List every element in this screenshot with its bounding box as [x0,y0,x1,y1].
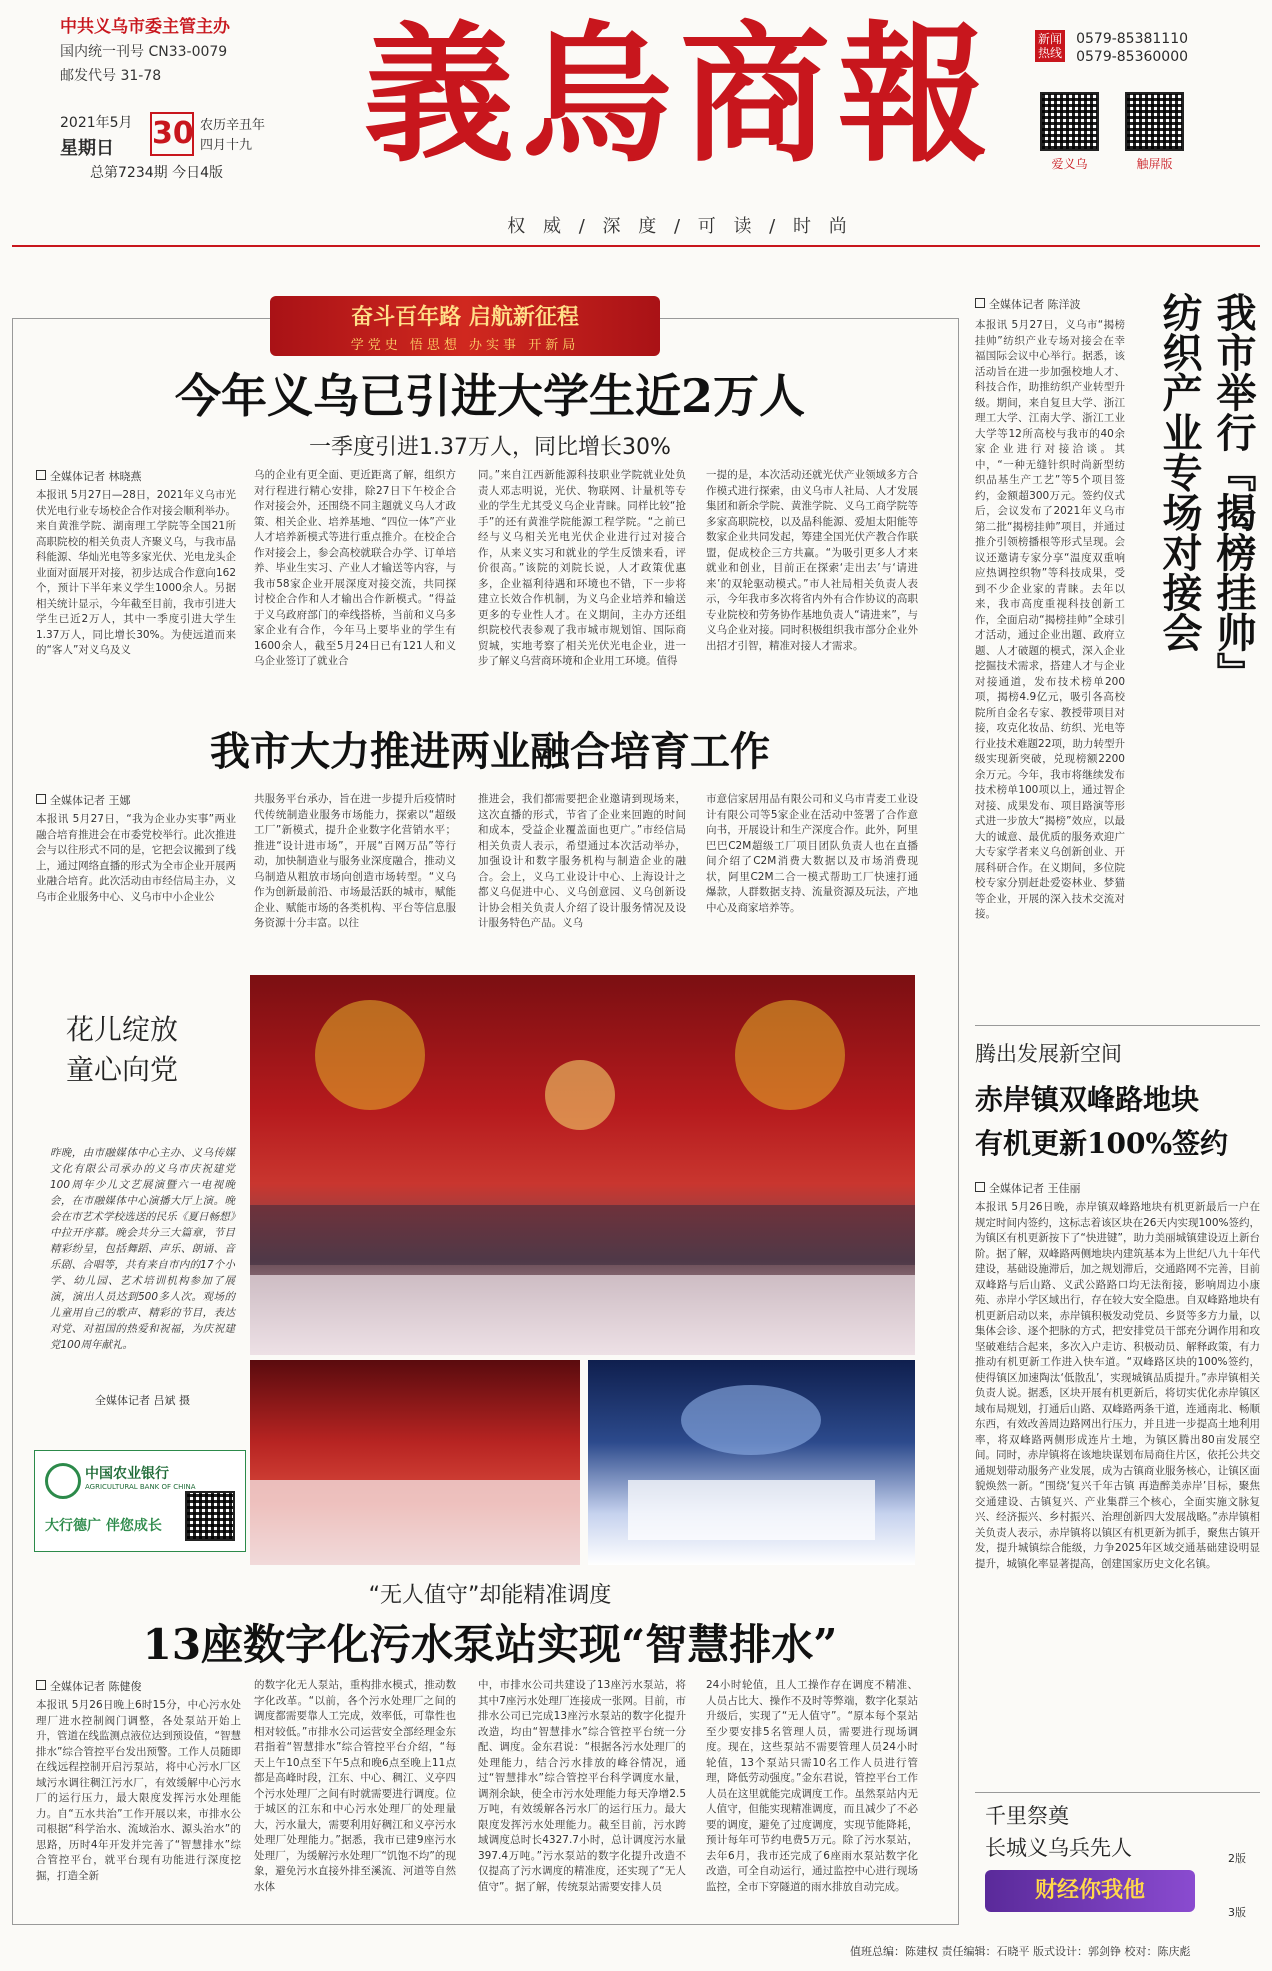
article2-byline [36,792,131,808]
emblem-right [735,1000,845,1110]
audience-rows [250,1205,915,1265]
qr-code-icon[interactable] [1040,92,1099,151]
footer-credits [850,1943,1270,1959]
teaser-1[interactable] [985,1800,1132,1864]
slogan: 权 威 / 深 度 / 可 读 / 时 尚 [507,216,853,237]
hotline-number-1: 0579-85381110 [1076,31,1189,47]
bank-name-en: AGRICULTURAL BANK OF CHINA [85,1483,196,1491]
side2-headline-line1: 赤岸镇双峰路地块 [975,1083,1200,1116]
footer-editor: 值班总编：陈建权 [850,1945,938,1958]
theme-banner [270,296,660,356]
article1-col4: 一提的是，本次活动还就光伏产业领域多方合作模式进行探索，由义乌市人社局、人才发展集团和新余学院、黄淮学院、义乌工商学院等多家高职院校，以及晶科能源、爱旭太阳能等数家企业共同发起，筹建全国光伏产教合作联盟，促成校企三方共赢。“为吸引更多人才来就业和创业，目前正在探索‘走出去’与‘请进来’的双轮驱动模式。”市人社局相关负责人表示，今年我市多次将省内外有合作协议的高职专业院校和劳务协作基地负责人“请进来”，与义乌企业对接。同时积极组织我市部分企业外出招才引智，精准对接人才需求。 [706,469,918,652]
footer-proof: 校对：陈庆彪 [1124,1945,1191,1958]
stage-light [681,1385,821,1455]
side1-byline [975,296,1081,312]
square-icon [975,1182,985,1192]
article2-col4: 市意信家居用品有限公司和义乌市青麦工业设计有限公司等5家企业在活动中签署了合作意向书，开展设计和生产深度合作。此外，阿里巴巴C2M超级工厂项目团队负责人也在直播间介绍了C2M消费大数据以及市场消费现状，阿里C2M二合一模式帮助工厂快速打通爆款，人群数据支持、流量资源及玩法，产地中心及商家培养等。 [706,793,918,914]
cn-number: 国内统一刊号 CN33-0079 [60,44,228,60]
emblem-center [545,1060,615,1130]
article3-headline: 13座数字化污水泵站实现“智慧排水” [142,1620,838,1669]
photo-title-line2: 童心向党 [66,1053,179,1086]
article1-subhead: 一季度引进1.37万人，同比增长30% [309,435,671,460]
stage-photo-main [250,975,915,1355]
article1-col1: 本报讯 5月27日—28日，2021年义乌市光伏光电行业专场校企合作对接会顺利举办。来自黄淮学院、湖南理工学院等全国21所高职院校的相关负责人齐聚义乌，与我市晶科能源、华灿光电等多家光伏、光电龙头企业面对面展开对接，初步达成合作意向162个，预计下半年来义学生1000余人。另据相关统计显示，今年截至目前，我市引进大学生已近2万人，其中一季度引进大学生1.37万人，同比增长30%。为使远道而来的“客人”对义乌及义 [36,489,236,656]
article2-col1: 本报讯 5月27日，“我为企业办实事”两业融合培育推进会在市委党校举行。此次推进会与以往形式不同的是，它把会议搬到了线上，通过网络直播的形式为全市企业开展两业融合培育。此次活动由市经信局主办，义乌市企业服务中心、义乌市中小企业公 [36,813,236,903]
photo-caption: 昨晚，由市融媒体中心主办、义乌传媒文化有限公司承办的义乌市庆祝建党100周年少儿文艺展演暨六一电视晚会，在市融媒体中心演播大厅上演。晚会在市艺术学校选送的民乐《夏日畅想》中拉开序幕。晚会共分三大篇章，节目精彩纷呈，包括舞蹈、声乐、朗诵、音乐剧、合唱等，共有来自市内的17个小学、幼儿园、艺术培训机构参加了展演，演出人员达到500多人次。观场的儿童用自己的歌声、精彩的节目，表达对党、对祖国的热爱和祝福，为庆祝建党100周年献礼。 [50,1147,235,1351]
banner-title: 奋斗百年路 启航新征程 [351,305,579,330]
qr-block-1 [1040,92,1099,172]
teaser-divider [975,1792,1260,1793]
article2-col3: 推进会，我们都需要把企业邀请到现场来，这次直播的形式，节省了企业来回跑的时间和成本，受益企业覆盖面也更广。”市经信局相关负责人表示，希望通过本次活动举办，加强设计和数字服务机构与制造企业的融合。会上，义乌工业设计中心、上海设计之都义乌促进中心、义乌创意园、义乌创新设计协会相关负责人介绍了设计服务情况及设计服务特色产品。义乌 [478,793,686,929]
bank-ad[interactable] [34,1450,246,1552]
choir-illustration [250,1360,580,1565]
teaser-1-line2: 长城义乌兵先人 [985,1836,1132,1860]
article1-col3: 同。”来自江西新能源科技职业学院就业处负责人邓志明说，光伏、物联网、计量机等专业的学生尤其受义乌企业青睐。同样比较“抢手”的还有黄淮学院能源工程学院。“之前已经与义乌相关光电光伏企业进行过对接合作，从来义实习和就业的学生反馈来看，评价很高。”该院的刘院长说，人才政策优惠多，企业福利待遇和环境也不错，下一步将建立长效合作机制，为义乌企业培养和输送更多的专业性人才。在义期间，主办方还组织院校代表参观了我市城市规划馆、国际商贸城，实地考察了相关光伏光电企业，进一步了解义乌营商环境和企业用工环境。值得 [478,469,686,667]
article3-col1: 本报讯 5月26日晚上6时15分，中心污水处理厂进水控制阀门调整，各处泵站开始上升，管道在线监测点液位达到预设值，“智慧排水”综合管控平台发出预警。工作人员随即在线远程控制开启污泵站，将中心污水厂区域污水调往稠江污水厂，有效缓解中心污水厂的运行压力，最大限度发挥污水处理能力。自“五水共治”工作开展以来，市排水公司根据“科学治水、流域治水、源头治水”的思路，历时4年开发并完善了“智慧排水”综合管控平台，就平台现有功能进行深度挖掘，打造全新 [36,1699,241,1882]
side2-col: 本报讯 5月26日晚，赤岸镇双峰路地块有机更新最后一户在规定时间内签约，这标志着该区块在26天内实现100%签约，为镇区有机更新按下了“快进键”，助力美丽城镇建设迈上新台阶。据了解，双峰路两侧地块内建筑基本为上世纪八九十年代建设，基础设施滞后，加之规划滞后，交通路网不完善，目前双峰路与后山路、义武公路路口均无法衔接，影响周边小康苑、赤岸小学区域出行，存在较大安全隐患。自双峰路地块有机更新启动以来，赤岸镇积极发动党员、乡贤等多方力量，以集体会诊、逐个把脉的方式，把安排党员干部充分调作用和攻坚破难结合起来，多次入户走访、积极动员、解释政策，有力推动有机更新工作进入快车道。“双峰路区块的100%签约，使得镇区加速陶汰‘低散乱’，实现城镇品质提升。”赤岸镇相关负责人说。据悉，区块开展有机更新后，将切实优化赤岸镇区域布局规划，打通后山路、双峰路两条干道，连通南北、畅顺东西，有效改善周边路网出行压力，并且进一步提高土地利用率，将双峰路两侧形成连片土地，为镇区腾出80亩发展空间。同时，赤岸镇将在该地块谋划布局商住片区，依托公共交通规划带动服务产业发展，成为古镇商业服务核心，让镇区面貌焕然一新。“围绕‘复兴千年古镇 再造醉美赤岸’目标，聚焦交通建设、古镇复兴、产业集群三个核心，全面实施文脉复兴、经济振兴、乡村振兴、治理创新四大发展战略。”赤岸镇相关负责人表示，赤岸镇将以镇区有机更新为抓手，聚焦古镇开发，提升城镇综合能级，力争2025年区域交通基础建设明显提升，城镇化率显著提高，创建国家历史文化名镇。 [975,1201,1260,1570]
choir-rows [250,1480,580,1565]
article3-byline [36,1678,142,1694]
article3-col2: 的数字化无人泵站，重构排水模式，推动数字化改革。“以前，各个污水处理厂之间的调度都需要靠人工完成，效率低，可靠性也相对较低。”市排水公司运营安全部经理金东君指着“智慧排水”综合管控平台介绍，“每天上午10点至下午5点和晚6点至晚上11点都是高峰时段，江东、中心、稠江、义亭四个污水处理厂之间有时就需要进行调度。位于城区的江东和中心污水处理厂的处理量大，污水量大，需要利用好稠江和义亭污水处理厂处理能力。”据悉，我市已建9座污水处理厂，为缓解污水处理厂“饥饱不均”的现象，避免污水直接外排至溪流、河道等自然水体 [254,1679,456,1893]
teaser-2[interactable]: 财经你我他 [985,1870,1195,1912]
square-icon [36,794,46,804]
teaser-2-page: 3版 [1228,1906,1246,1919]
byline-text: 全媒体记者 陈洋波 [989,298,1081,311]
postal-code: 邮发代号 31-78 [60,68,162,84]
side2-kicker: 腾出发展新空间 [975,1042,1122,1066]
stage-floor [250,1275,915,1355]
article2-headline: 我市大力推进两业融合培育工作 [210,728,770,775]
weekday: 星期日 [60,138,114,159]
emblem-left [315,1000,425,1110]
hotline-label: 新闻热线 [1035,30,1065,62]
qr-code-icon[interactable] [185,1491,235,1541]
article1-byline [36,468,142,484]
article3-kicker: “无人值守”却能精准调度 [368,1583,612,1608]
bank-name: 中国农业银行 [85,1466,169,1482]
byline-text: 全媒体记者 陈健俊 [50,1680,142,1693]
qr-caption-1: 爱义乌 [1051,157,1088,171]
stage-photo-dance [588,1360,915,1565]
qr-code-icon[interactable] [1125,92,1184,151]
square-icon [36,1680,46,1690]
square-icon [975,298,985,308]
bank-slogan: 大行德广 伴您成长 [45,1518,162,1534]
teaser-1-line1: 千里祭奠 [985,1804,1069,1828]
side1-col-a: 本报讯 5月27日，义乌市“揭榜挂帅”纺织产业专场对接会在幸福国际会议中心举行。据悉，该活动旨在进一步加强校地人才、科技合作，助推纺织产业转型升级。期间，来自复旦大学、浙江理工大学、江南大学、浙江工业大学等12所高校与我市的40余家企业进行对接洽谈。其中，“一种无缝针织时尚新型纺织品基生产工艺”等5个项目签约，金额超300万元。签约仪式后，会议发布了2021年义乌市第二批“揭榜挂帅”项目，并通过推介引领榜播根等形式呈现。会议还邀请专家分享“温度双重响应热调控织物”等科技成果，受到不少企业家的青睐。去年以来，我市高度重视科技创新工作，全面启动“揭榜挂帅”全球引才活动，通过企业出题、政府立题、人才破题的模式，深入企业挖掘技术需求，搭建人才与企业对接通道，发布技术榜单200项，揭榜4.9亿元，吸引各高校院所自金名专家、教授带项目对接，攻克化妆品、纺织、光电等行业技术难题22项，助力转型升级实现新突破，兑现榜额2200余万元。今年，我市将继续发布技术榜单100项以上，通过智企对接、成果发布、项目路演等形式进一步放大“揭榜”效应，以最大的诚意、最优质的服务欢迎广大专家学者来义乌创新创业、开展科研合作。在义期间，多位院校专家分别赶赴爱姿林业、梦猫等企业，开展的深入技术交流对接。 [975,319,1125,920]
article3-col4: 24小时轮值，且人工操作存在调度不精准、人员占比大、操作不及时等弊端，数字化泵站升级后，实现了“无人值守”。“原本每个泵站至少要安排5名管理人员，需要进行现场调度。现在，这些泵站不需要管理人员24小时轮值，13个泵站只需10名工作人员进行管理，降低劳动强度。”金东君说，管控平台工作人员在这里就能完成调度工作。虽然泵站内无人值守，但能实现精准调度，而且减少了不必要的调度，避免了过度调度，实现节能降耗，预计每年可节约电费5万元。除了污水泵站，去年6月，我市还完成了6座雨水泵站数字化改造，可全自动运行，通过监控中心进行现场监控，全市下穿隧道的雨水排放自动完成。 [706,1679,918,1893]
article1-headline: 今年义乌已引进大学生近2万人 [174,369,805,423]
article1-col2: 乌的企业有更全面、更近距离了解，组织方对行程进行精心安排，除27日下午校企合作对接会外，还围绕不同主题就义乌人才政策、相关企业、培养基地、“四位一体”产业人才培养新模式等进行重点推介。在校企合作对接会上，参会高校就联合办学、订单培养、毕业生实习、产业人才输送等内容，与我市58家企业开展深度对接交流，共同探讨校企合作和人才输出合作新模式。“得益于义乌政府部门的牵线搭桥，当前和义乌多家企业有合作，今年马上要毕业的学生有1600余人，截至5月24日已有121人和义乌企业签订了就业合 [254,469,456,667]
qr-block-2 [1125,92,1184,172]
sidebar-divider [975,1025,1260,1026]
masthead-divider [12,245,1260,247]
photo-credit: 全媒体记者 吕斌 摄 [95,1394,190,1407]
article2-col2: 共服务平台承办，旨在进一步提升后疫情时代传统制造业服务市场能力，探索以“超级工厂”新模式，提升企业数字化营销水平；推进“设计进市场”，开展“百网万品”等行动，加快制造业与服务业深度融合，推动义乌制造从粗放市场向创造市场转型。“义乌作为创新最前沿、市场最活跃的城市，赋能企业、赋能市场的各类机构、平台等信息服务资源十分丰富。以往 [254,793,456,929]
date-box [60,112,340,182]
byline-text: 全媒体记者 林晓燕 [50,470,142,483]
photo-story-title [66,1010,178,1090]
bank-logo-icon [45,1463,81,1499]
side2-byline [975,1180,1081,1196]
dance-illustration [588,1360,915,1565]
newspaper-logo: 義烏商報 [363,7,996,183]
square-icon [36,470,46,480]
dancers [628,1480,875,1540]
hotline [1035,30,1255,66]
sponsor: 中共义乌市委主管主办 [60,17,230,37]
masthead-info [60,12,300,85]
year-month: 2021年5月 [60,115,133,131]
side2-headline [975,1078,1265,1166]
byline-text: 全媒体记者 王娜 [50,794,131,807]
issue-number: 总第7234期 今日4版 [90,165,223,181]
side2-headline-line2: 有机更新100%签约 [975,1127,1229,1160]
day-number: 30 [150,112,194,156]
article3-col3: 中，市排水公司共建设了13座污水泵站，将其中7座污水处理厂连接成一张网。目前，市排水公司已完成13座污水泵站的数字化提升改造，均由“智慧排水”综合管控平台统一分配、调度。金东君说：“根据各污水处理厂的处理能力，结合污水排放的峰谷情况，通过“智慧排水”综合管控平台科学调度水量，调剂余缺，使全市污水处理能力每天净增2.5万吨，有效缓解各污水厂的运行压力。最大限度发挥污水处理能力。截至目前，污水跨域调度总时长4327.7小时，总计调度污水量397.4万吨。”污水泵站的数字化提升改造不仅提高了污水调度的精准度，还实现了“无人值守”。据了解，传统泵站需要安排人员 [478,1679,686,1893]
photo-title-line1: 花儿绽放 [66,1013,179,1046]
qr-caption-2: 触屏版 [1136,157,1173,171]
stage-photo-choir [250,1360,580,1565]
stage-illustration [250,975,915,1355]
lunar-day: 四月十九 [200,138,253,153]
footer-design: 版式设计：郭剑铮 [1033,1945,1121,1958]
banner-subtitle: 学党史 悟思想 办实事 开新局 [350,338,580,353]
side1-col-b [975,745,1260,1015]
footer-duty: 责任编辑：石晓平 [941,1945,1030,1958]
hotline-number-2: 0579-85360000 [1076,49,1189,65]
byline-text: 全媒体记者 王佳丽 [989,1182,1081,1195]
lunar-year: 农历辛丑年 [200,118,266,133]
teaser-1-page: 2版 [1228,1852,1246,1865]
side1-headline: 我市举行『揭榜挂帅』纺织产业专场对接会 [1156,292,1257,692]
